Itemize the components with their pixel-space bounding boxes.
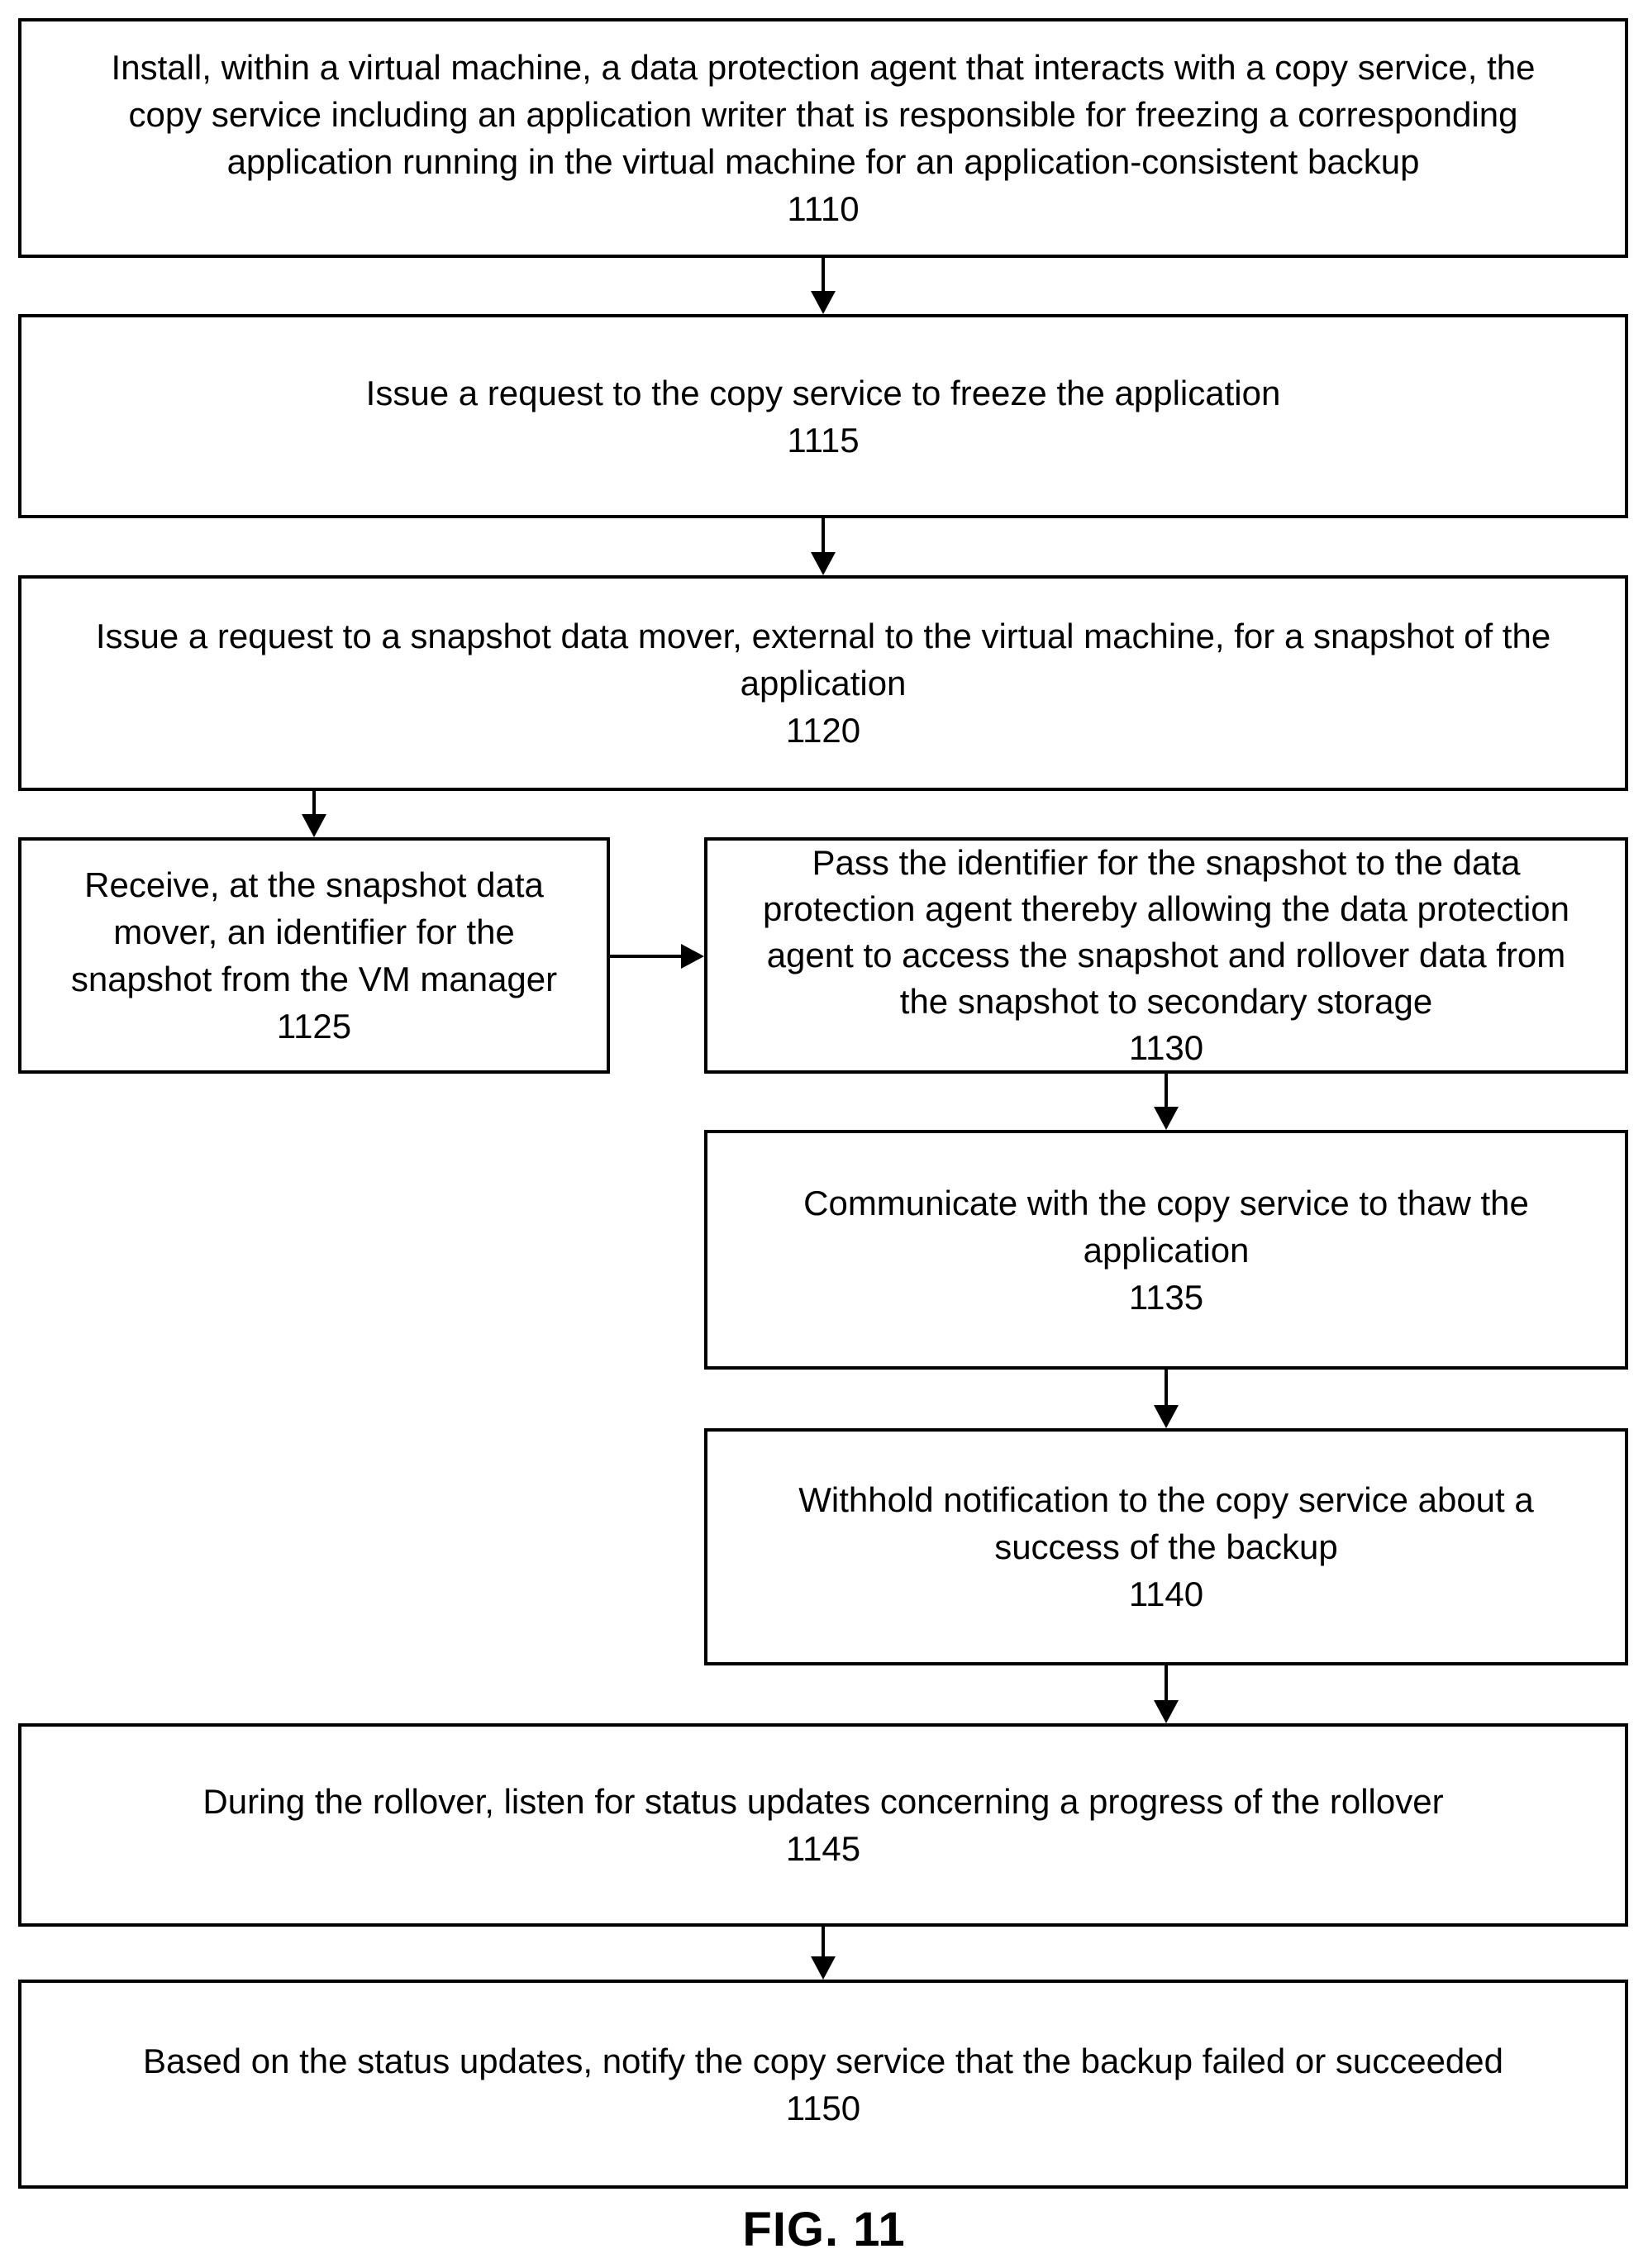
flow-step-1110 [18, 18, 1628, 258]
step-text-line: protection agent thereby allowing the data protection [763, 889, 1569, 928]
step-text-line: Based on the status updates, notify the copy service that the backup failed or succeeded [142, 2041, 1504, 2080]
arrow-1115-to-1120 [811, 518, 836, 575]
step-text-line: snapshot from the VM manager [70, 960, 558, 998]
step-text-line: copy service including an application writer that is responsible for freezing a corresponding [128, 95, 1518, 134]
step-ref-number: 1135 [1128, 1277, 1204, 1317]
arrow-1125-to-1130 [608, 944, 704, 969]
arrow-1130-to-1135 [1154, 1074, 1179, 1130]
flow-step-1125 [18, 837, 610, 1074]
step-text-line: Communicate with the copy service to thaw the [803, 1183, 1529, 1222]
step-text-line: Issue a request to a snapshot data mover, external to the virtual machine, for a snapshot of the [95, 617, 1551, 655]
step-ref-number: 1120 [785, 711, 861, 750]
step-text-line: Pass the identifier for the snapshot to the data [812, 843, 1521, 882]
step-text-line: Install, within a virtual machine, a data protection agent that interacts with a copy service, the [111, 48, 1536, 87]
figure-caption: FIG. 11 [742, 2203, 906, 2256]
step-ref-number: 1115 [787, 420, 860, 460]
flow-step-1115 [18, 314, 1628, 518]
arrow-1110-to-1115 [811, 258, 836, 314]
step-ref-number: 1140 [1128, 1575, 1204, 1613]
flow-step-1150 [18, 1980, 1628, 2189]
arrow-1120-to-1125 [302, 791, 326, 837]
step-text-line: Withhold notification to the copy service about a [798, 1480, 1534, 1519]
step-text-line: Issue a request to the copy service to freeze the application [365, 373, 1281, 412]
step-text-line: Receive, at the snapshot data [84, 865, 544, 904]
arrow-1145-to-1150 [811, 1927, 836, 1980]
step-ref-number: 1150 [785, 2088, 861, 2127]
step-ref-number: 1130 [1128, 1028, 1204, 1067]
step-text-line: application [740, 664, 907, 703]
flow-step-1145 [18, 1723, 1628, 1927]
step-ref-number: 1125 [276, 1007, 352, 1046]
flow-step-1135 [704, 1130, 1628, 1370]
step-text-line: the snapshot to secondary storage [899, 982, 1433, 1021]
flow-step-1140 [704, 1428, 1628, 1665]
step-ref-number: 1110 [787, 189, 860, 228]
step-text-line: mover, an identifier for the [113, 912, 515, 951]
step-ref-number: 1145 [785, 1829, 861, 1868]
flow-step-1130 [704, 837, 1628, 1074]
arrow-1135-to-1140 [1154, 1370, 1179, 1428]
flow-step-1120 [18, 575, 1628, 791]
arrow-1140-to-1145 [1154, 1665, 1179, 1723]
step-text-line: success of the backup [994, 1527, 1338, 1566]
step-text-line: application [1083, 1230, 1250, 1270]
step-text-line: During the rollover, listen for status updates concerning a progress of the rollover [202, 1782, 1444, 1821]
step-text-line: application running in the virtual machine for an application-consistent backup [226, 142, 1420, 181]
step-text-line: agent to access the snapshot and rollover data from [766, 936, 1566, 974]
